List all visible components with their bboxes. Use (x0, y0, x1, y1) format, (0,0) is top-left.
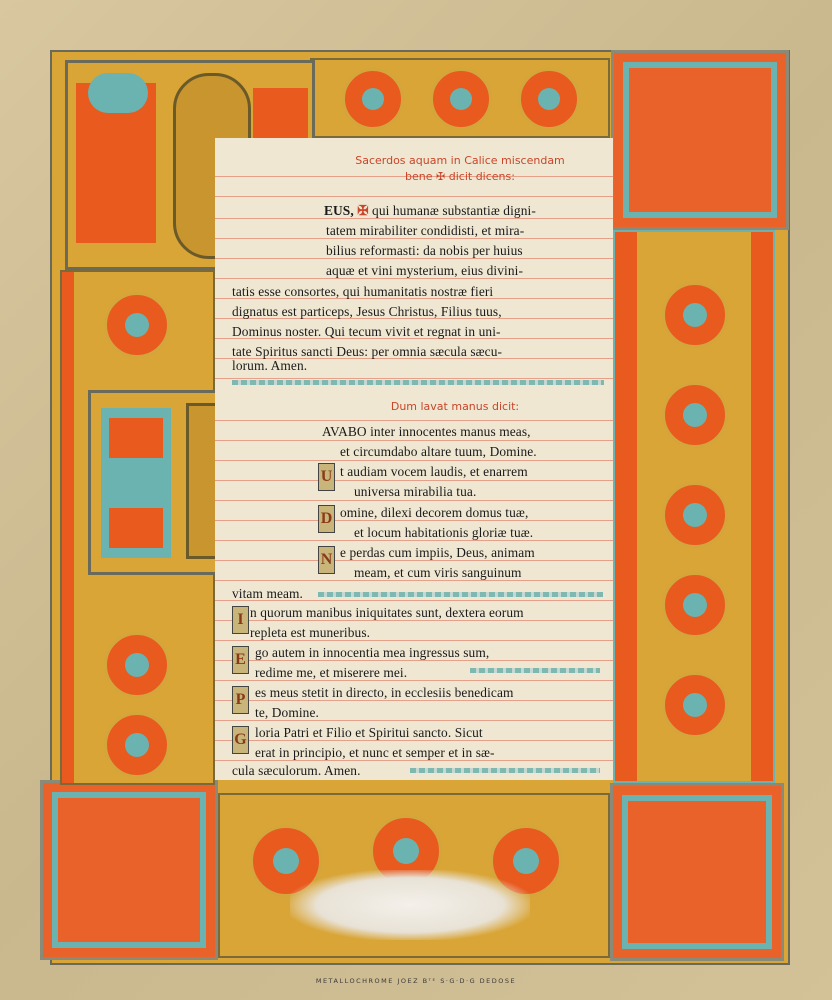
versal-initial: U (318, 463, 335, 491)
prayer-deus-line: tatis esse consortes, qui humanitatis nostræ fieri (232, 284, 494, 299)
psalm-verse-line: e perdas cum impiis, Deus, animam (340, 545, 535, 560)
psalm-verse-line: et locum habitationis gloriæ tuæ. (354, 525, 534, 540)
versal-initial: D (318, 505, 335, 533)
prayer-deus-line-1-rest: qui humanæ substantiæ digni- (372, 203, 536, 218)
rubric-water (330, 154, 590, 183)
rubric-water-line1: Sacerdos aquam in Calice miscendam (355, 154, 565, 167)
corner-tile-bottom-right (610, 783, 784, 961)
divider-ornament (232, 380, 604, 385)
rubric-lavabo: Dum lavat manus dicit: (390, 400, 520, 413)
psalm-verse-line: redime me, et miserere mei. (255, 665, 408, 680)
versal-initial: P (232, 686, 249, 714)
publisher-emblem (290, 870, 530, 940)
divider-ornament (470, 668, 600, 673)
printer-credit: METALLOCHROME JOEZ Bᵀᴱ S·G·D·G DEDOSE (315, 977, 517, 985)
cross-icon: ✠ (357, 203, 369, 218)
versal-initial: N (318, 546, 335, 574)
psalm-line-2: et circumdabo altare tuum, Domine. (340, 444, 537, 459)
top-medallion-3 (518, 68, 580, 130)
psalm-verse-line: te, Domine. (255, 705, 319, 720)
psalm-verse-line: n quorum manibus iniquitates sunt, dextera eorum (250, 605, 524, 620)
right-ornament-band (613, 230, 775, 783)
right-medallion-3 (662, 482, 728, 548)
right-medallion-1 (662, 282, 728, 348)
prayer-deus-line: dignatus est particeps, Jesus Christus, Filius tuus, (232, 304, 502, 319)
prayer-deus-first-word: EUS, (324, 203, 354, 218)
top-medallion-2 (430, 68, 492, 130)
prayer-deus-line: tate Spiritus sancti Deus: per omnia sæcula sæcu- (232, 344, 503, 359)
corner-tile-bottom-left (40, 780, 218, 960)
psalm-verse-line: meam, et cum viris sanguinum (354, 565, 522, 580)
right-medallion-2 (662, 382, 728, 448)
psalm-verse-line: universa mirabilia tua. (354, 484, 477, 499)
psalm-verse-line: omine, dilexi decorem domus tuæ, (340, 505, 529, 520)
blessing-cross-icon: ✠ (436, 170, 446, 183)
divider-ornament (410, 768, 600, 773)
top-ornament-band (310, 58, 610, 138)
bottom-ornament-band (218, 793, 610, 958)
psalm-verse-line: go autem in innocentia mea ingressus sum, (255, 645, 490, 660)
psalm-verse-line: es meus stetit in directo, in ecclesiis benedicam (255, 685, 514, 700)
right-medallion-5 (662, 672, 728, 738)
psalm-verse-line: t audiam vocem laudis, et enarrem (340, 464, 528, 479)
psalm-verse-line: vitam meam. (232, 586, 304, 601)
prayer-deus-line-1 (324, 203, 536, 219)
left-medallion-3 (104, 712, 170, 778)
psalm-line-1: AVABO inter innocentes manus meas, (322, 424, 531, 439)
psalm-verse-line: cula sæculorum. Amen. (232, 763, 361, 778)
right-medallion-4 (662, 572, 728, 638)
rubric-water-dicit: dicit dicens: (448, 170, 515, 183)
prayer-deus-line: lorum. Amen. (232, 358, 308, 373)
versal-initial: I (232, 606, 249, 634)
left-medallion-1 (104, 292, 170, 358)
top-medallion-1 (342, 68, 404, 130)
left-medallion-2 (104, 632, 170, 698)
psalm-verse-line: erat in principio, et nunc et semper et in sæ- (255, 745, 495, 760)
prayer-deus-line: bilius reformasti: da nobis per huius (326, 243, 523, 258)
versal-initial: E (232, 646, 249, 674)
prayer-deus-line: tatem mirabiliter condidisti, et mira- (326, 223, 525, 238)
prayer-deus-line: aquæ et vini mysterium, eius divini- (326, 263, 523, 278)
psalm-verse-line: repleta est muneribus. (250, 625, 371, 640)
corner-tile-top-right (611, 50, 789, 230)
prayer-deus-line: Dominus noster. Qui tecum vivit et regnat in uni- (232, 324, 501, 339)
versal-initial: G (232, 726, 249, 754)
rubric-water-bene: bene (405, 170, 433, 183)
divider-ornament (318, 592, 603, 597)
psalm-verse-line: loria Patri et Filio et Spiritui sancto. Sicut (255, 725, 483, 740)
